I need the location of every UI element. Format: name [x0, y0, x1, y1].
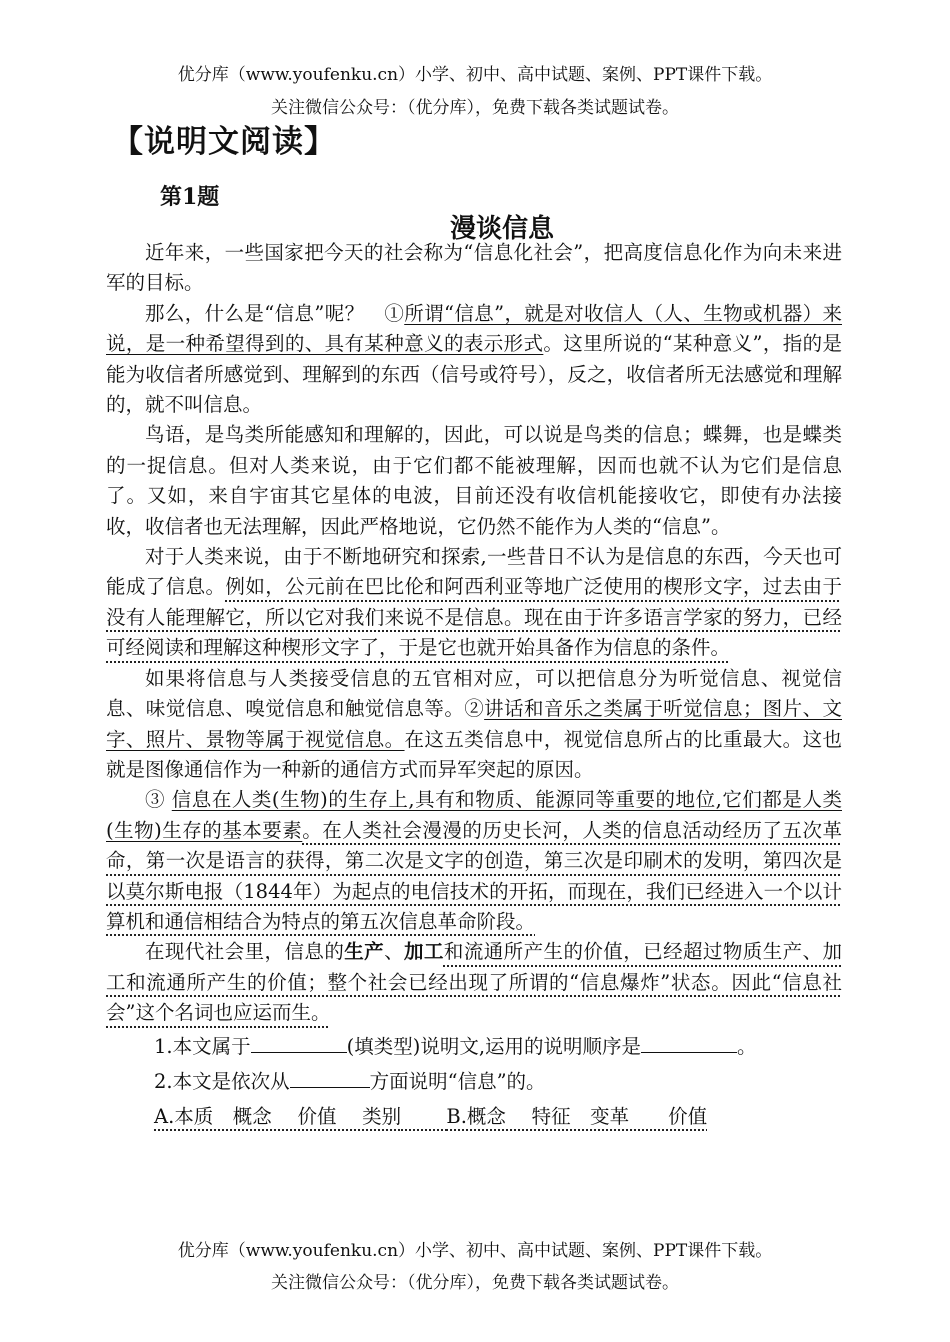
question-2 [106, 1064, 842, 1099]
article-body [106, 238, 842, 1135]
question-1-part-c: 。 [737, 1034, 757, 1058]
paragraph-7-sep: 、 [384, 940, 405, 964]
question-2-part-a: 2.本文是依次从 [154, 1069, 290, 1093]
bold-word-processing: 加工 [404, 940, 444, 964]
paragraph-1: 近年来，一些国家把今天的社会称为“信息化社会”，把高度信息化作为向未来进军的目标。 [106, 241, 842, 295]
question-2-part-b: 方面说明“信息”的。 [369, 1069, 546, 1093]
paragraph-6-lead: ③ [145, 788, 172, 812]
paragraph-2-lead: 那么，什么是“信息”呢？ ① [145, 301, 405, 325]
paragraph-3: 鸟语，是鸟类所能感知和理解的，因此，可以说是鸟类的信息；蝶舞，也是蝶类的一捉信息。但对人类来说，由于它们都不能被理解，因而也就不认为它们是信息了。又如，来自宇宙其它星体的电波，目前还没有收信机能接收它，即使有办法接收，收信者也无法理解，因此严格地说，它仍然不能作为人类的“信息”。 [106, 423, 842, 538]
answer-blank-type[interactable] [251, 1034, 347, 1053]
page-footer-line2: 关注微信公众号：（优分库），免费下载各类试题试卷。 [271, 1273, 679, 1293]
paragraph-2 [106, 299, 842, 421]
paragraph-6 [106, 785, 842, 937]
paragraph-4-lead: 对于人类来说，由于不断地研究和探索,一些昔日不认为是信息的东西，今天也可能成了信息。 [106, 545, 842, 599]
question-1-part-a: 1.本文属于 [154, 1034, 251, 1058]
paragraph-6-rest: 。在人类社会漫漫的历史长河，人类的信息活动经历了五次革命，第一次是语言的获得，第二次是文字的创造，第三次是印刷术的发明，第四次是以莫尔斯电报（1844年）为起点的电信技术的开拓，而现在，我们已经进入一个以计算机和通信相结合为特点的第五次信息革命阶段。 [106, 818, 842, 933]
paragraph-4 [106, 542, 842, 664]
page-header-line1: 优分库（www.youfenku.cn）小学、初中、高中试题、案例、PPT课件下载。 [177, 65, 773, 85]
paragraph-7 [106, 937, 842, 1028]
bold-word-production: 生产 [344, 940, 385, 964]
paragraph-2-rest: 。这里所说的“某种意义”，指的是能为收信者所感觉到、理解到的东西（信号或符号），反之，收信者所无法感觉和理解的，就不叫信息。 [106, 332, 842, 417]
question-number: 第1题 [160, 184, 220, 210]
underlined-sentence-1: 所谓“信息”，就是对收信人（人、生物或机器）来说，是一种希望得到的、具有某种意义的表示形式 [106, 301, 842, 356]
page-header-line2: 关注微信公众号：（优分库），免费下载各类试题试卷。 [271, 98, 679, 118]
answer-blank-aspects[interactable] [290, 1069, 370, 1088]
answer-options [106, 1099, 842, 1135]
question-1 [106, 1029, 842, 1064]
paragraph-5-lead: 如果将信息与人类接受信息的五官相对应，可以把信息分为听觉信息、视觉信息、味觉信息、嗅觉信息和触觉信息等。② [106, 666, 842, 721]
article-title: 漫谈信息 [449, 214, 554, 244]
paragraph-5 [106, 664, 842, 786]
underlined-sentence-3: 信息在人类(生物)的生存上,具有和物质、能源同等重要的地位,它们都是人类(生物)生存的基本要素 [106, 788, 842, 842]
section-title: 【说明文阅读】 [112, 124, 336, 160]
option-b[interactable]: B.概念 特征 变革 价值 [446, 1104, 708, 1128]
answer-blank-order[interactable] [641, 1034, 737, 1053]
underlined-sentence-2: 讲话和音乐之类属于听觉信息；图片、文字、照片、景物等属于视觉信息。 [106, 697, 842, 751]
question-1-part-b: (填类型)说明文,运用的说明顺序是 [346, 1034, 642, 1058]
paragraph-7-a: 在现代社会里，信息的 [145, 940, 345, 964]
paragraph-7-b: 和流通所产生的价值，已经超过物质生产、加工和流通所产生的价值；整个社会已经出现了所谓的“信息爆炸”状态。因此“信息社会”这个名词也应运而生。 [106, 940, 842, 1025]
page-footer-line1: 优分库（www.youfenku.cn）小学、初中、高中试题、案例、PPT课件下载。 [177, 1241, 773, 1261]
dotted-passage: 例如，公元前在巴比伦和阿西利亚等地广泛使用的楔形文字，过去由于没有人能理解它，所以它对我们来说不是信息。现在由于许多语言学家的努力，已经可经阅读和理解这种楔形文字了，于是它也就开始具备作为信息的条件。 [106, 575, 842, 660]
paragraph-5-rest: 在这五类信息中，视觉信息所占的比重最大。这也就是图像通信作为一种新的通信方式而异军突起的原因。 [106, 727, 842, 781]
option-a[interactable]: A.本质 概念 价值 类别 [154, 1104, 402, 1128]
